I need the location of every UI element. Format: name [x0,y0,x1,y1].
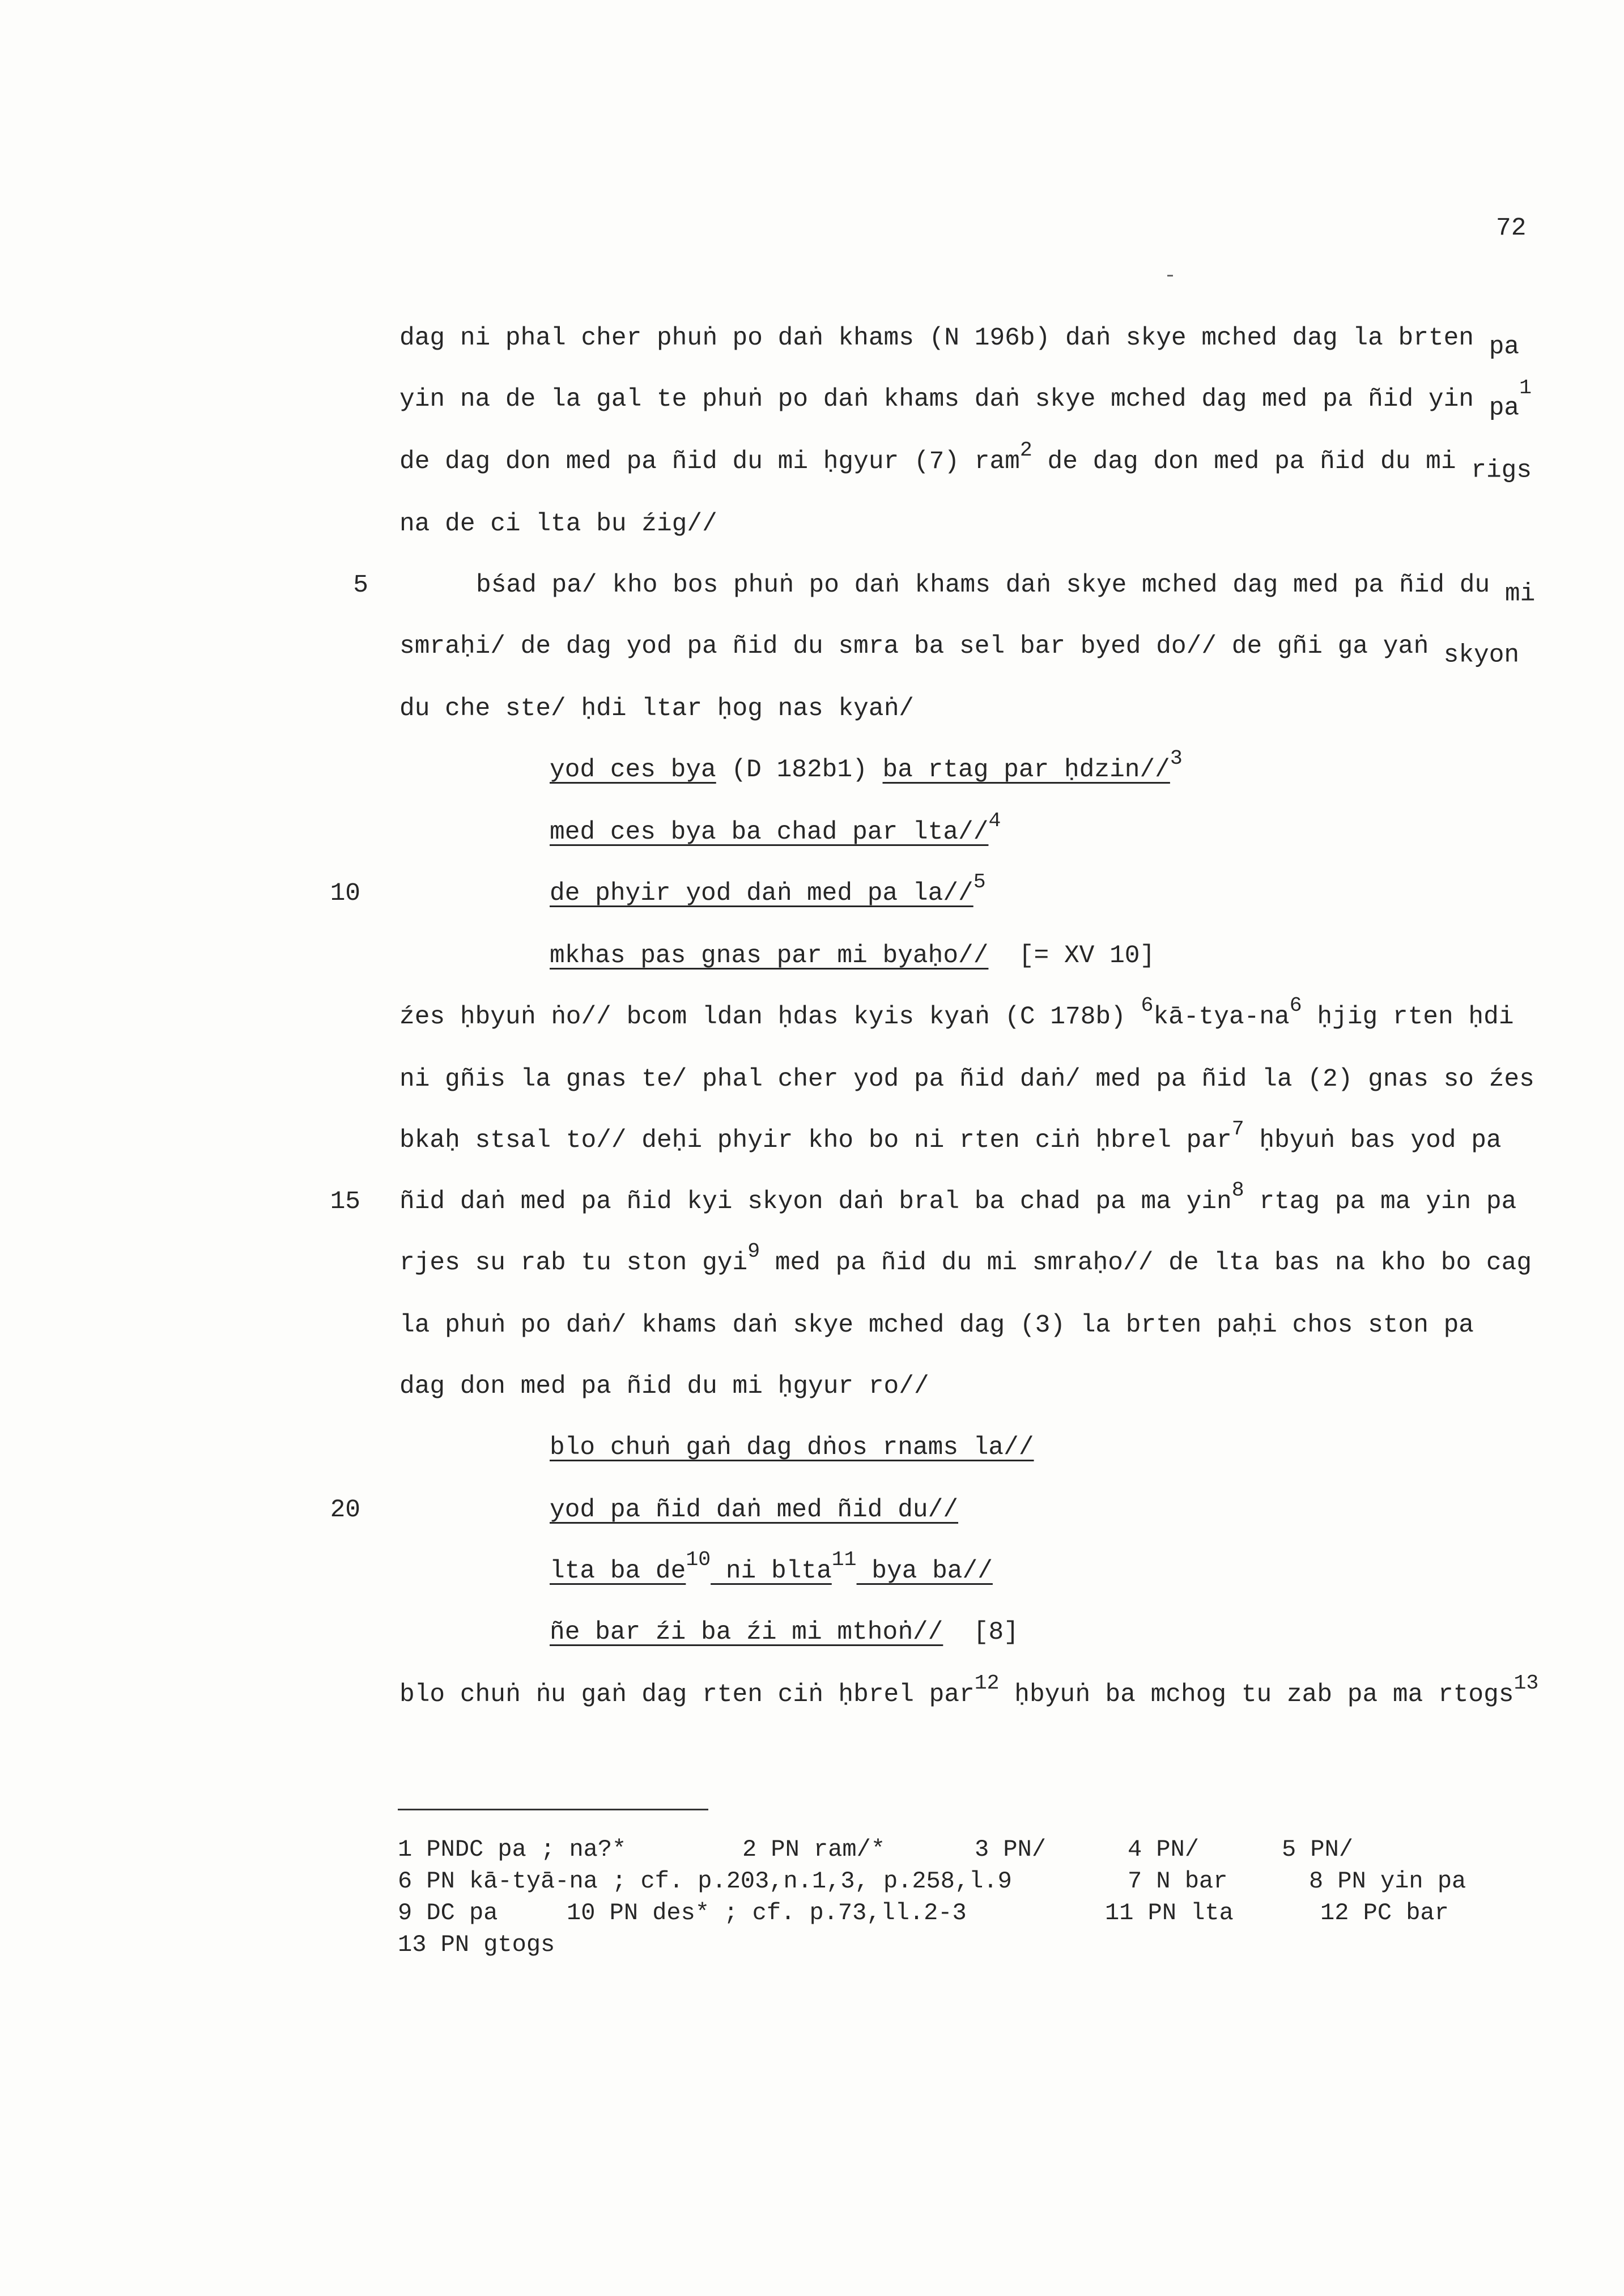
verse-line [550,1434,1034,1462]
footnote-ref: 4 [988,809,1001,833]
text-segment: ñe bar źi ba źi mi mthoṅ// [550,1618,943,1647]
text-segment: mi [1504,580,1536,609]
footnote-ref: 12 [974,1672,1000,1695]
text-line [0,942,1624,987]
text-line [0,324,1624,369]
text-segment: pa [1489,394,1520,423]
footnote-ref: 7 [1231,1117,1244,1141]
prose-line [399,324,1520,362]
text-segment: bśad pa/ kho bos phuṅ po daṅ khams daṅ skye mched dag med pa ñid du [476,571,1505,599]
footnote: 13 PN gtogs [398,1931,555,1958]
footnote: 8 PN yin pa [1309,1868,1466,1895]
text-segment: de phyir yod daṅ med pa la// [550,879,973,908]
prose-line [399,994,1514,1031]
page-number: 72 [1496,214,1527,243]
prose-line [399,439,1532,485]
text-line [0,1065,1624,1111]
prose-line [399,1117,1502,1155]
verse-line [550,942,1155,970]
text-segment: źes ḥbyuṅ ṅo// bcom ldan ḥdas kyis kyaṅ (C 178b) [399,1003,1141,1031]
footnote-row [0,1868,1624,1902]
text-segment: dag don med pa ñid du mi ḥgyur ro// [399,1372,929,1401]
footnote-ref: 3 [1170,747,1183,771]
text-segment: de dag don med pa ñid du mi [1032,448,1472,476]
line-number: 10 [330,879,360,908]
text-line [0,1496,1624,1541]
text-segment: bya ba// [856,1557,993,1585]
footnote-row [0,1899,1624,1933]
text-segment: lta ba de [550,1557,686,1585]
text-segment: pa [1489,333,1520,362]
footnote: 12 PC bar [1320,1899,1449,1927]
text-line [0,632,1624,678]
text-segment: smraḥi/ de dag yod pa ñid du smra ba sel bar byed do// de gñi ga yaṅ [399,632,1444,661]
footnote-ref: 11 [831,1548,857,1572]
text-line [0,1548,1624,1602]
verse-line [550,1496,958,1524]
text-line [0,1311,1624,1357]
line-number: 15 [330,1188,360,1216]
text-segment: med ces bya ba chad par lta// [550,818,989,847]
text-line [0,1672,1624,1726]
text-segment: rjes su rab tu ston gyi [399,1249,748,1277]
text-line [0,1240,1624,1294]
footnote-ref: 8 [1231,1179,1244,1202]
text-line [0,1372,1624,1418]
text-line [0,376,1624,431]
prose-line [399,1372,929,1401]
footnote-ref: 6 [1289,994,1302,1018]
text-line [0,1179,1624,1233]
text-line [0,809,1624,864]
footnote-ref: 6 [1141,994,1154,1018]
prose-line [399,376,1532,423]
text-segment: ḥbyuṅ ba mchog tu zab pa ma rtogs [999,1681,1514,1709]
text-segment: [= XV 10] [988,942,1155,970]
line-number: 20 [330,1496,360,1524]
prose-line [399,1672,1539,1709]
text-segment: blo chuṅ ṅu gaṅ dag rten ciṅ ḥbrel par [399,1681,975,1709]
footnote: 2 PN ram/* [742,1836,886,1863]
prose-line [476,571,1536,609]
verse-line [550,1548,993,1585]
footnote: 10 PN des* ; cf. p.73,ll.2-3 [567,1899,967,1927]
text-segment: rigs [1471,456,1532,485]
text-segment: [8] [943,1618,1019,1647]
prose-line [399,1240,1532,1277]
scan-speck [1167,275,1173,277]
line-number: 5 [353,571,368,599]
text-line [0,439,1624,493]
text-segment: du che ste/ ḥdi ltar ḥog nas kyaṅ/ [399,695,914,723]
footnote-row [0,1931,1624,1965]
footnote-ref: 5 [973,870,986,894]
text-segment: ḥbyuṅ bas yod pa [1244,1126,1502,1155]
footnote: 3 PN/ [975,1836,1047,1863]
text-line [0,870,1624,925]
footnote: 1 PNDC pa ; na?* [398,1836,627,1863]
text-segment: de dag don med pa ñid du mi ḥgyur (7) ram [399,448,1020,476]
footnote-ref: 10 [686,1548,711,1572]
text-line [0,510,1624,555]
verse-line [550,1618,1019,1647]
text-segment: yod ces bya [550,756,716,784]
text-line [0,695,1624,740]
text-segment: yin na de la gal te phuṅ po daṅ khams daṅ skye mched dag med pa ñid yin [399,385,1489,414]
footnote: 5 PN/ [1282,1836,1354,1863]
text-segment: yod pa ñid daṅ med ñid du// [550,1496,959,1524]
text-segment: rtag pa ma yin pa [1244,1188,1517,1216]
prose-line [399,1179,1517,1216]
footnote: 9 DC pa [398,1899,498,1927]
footnote: 7 N bar [1128,1868,1228,1895]
verse-line [550,747,1183,784]
footnote-row [0,1836,1624,1870]
footnote: 4 PN/ [1128,1836,1200,1863]
text-segment: ḥjig rten ḥdi [1302,1003,1514,1031]
text-segment: ba rtag par ḥdzin// [882,756,1170,784]
footnote-ref: 9 [747,1240,760,1264]
text-segment: med pa ñid du mi smraḥo// de lta bas na kho bo cag [760,1249,1532,1277]
verse-line [550,870,986,908]
verse-line [550,809,1001,847]
text-segment: kā-tya-na [1153,1003,1290,1031]
prose-line [399,632,1520,670]
footnote-ref: 1 [1519,376,1532,400]
text-line [0,1117,1624,1172]
text-segment: (D 182b1) [716,756,883,784]
text-line [0,747,1624,801]
text-segment: bkaḥ stsal to// deḥi phyir kho bo ni rten ciṅ ḥbrel par [399,1126,1232,1155]
text-line [0,1434,1624,1479]
prose-line [399,510,717,538]
text-segment: ni gñis la gnas te/ phal cher yod pa ñid daṅ/ med pa ñid la (2) gnas so źes [399,1065,1534,1094]
text-line [0,571,1624,616]
footnote-rule [398,1809,708,1810]
prose-line [399,1065,1534,1094]
text-segment: skyon [1443,641,1520,670]
prose-line [399,1311,1474,1340]
text-segment: ñid daṅ med pa ñid kyi skyon daṅ bral ba chad pa ma yin [399,1188,1232,1216]
text-segment: ni blta [711,1557,832,1585]
text-line [0,1618,1624,1664]
text-segment: dag ni phal cher phuṅ po daṅ khams (N 196b) daṅ skye mched dag la brten [399,324,1489,352]
text-segment: blo chuṅ gaṅ dag dṅos rnams la// [550,1434,1034,1462]
text-segment: la phuṅ po daṅ/ khams daṅ skye mched dag (3) la brten paḥi chos ston pa [399,1311,1474,1340]
footnote-ref: 2 [1019,439,1032,462]
footnote: 6 PN kā-tyā-na ; cf. p.203,n.1,3, p.258,l.9 [398,1868,1012,1895]
footnote-ref: 13 [1514,1672,1539,1695]
footnote: 11 PN lta [1105,1899,1234,1927]
prose-line [399,695,914,723]
text-segment: na de ci lta bu źig// [399,510,717,538]
text-line [0,994,1624,1048]
text-segment: mkhas pas gnas par mi byaḥo// [550,942,989,970]
